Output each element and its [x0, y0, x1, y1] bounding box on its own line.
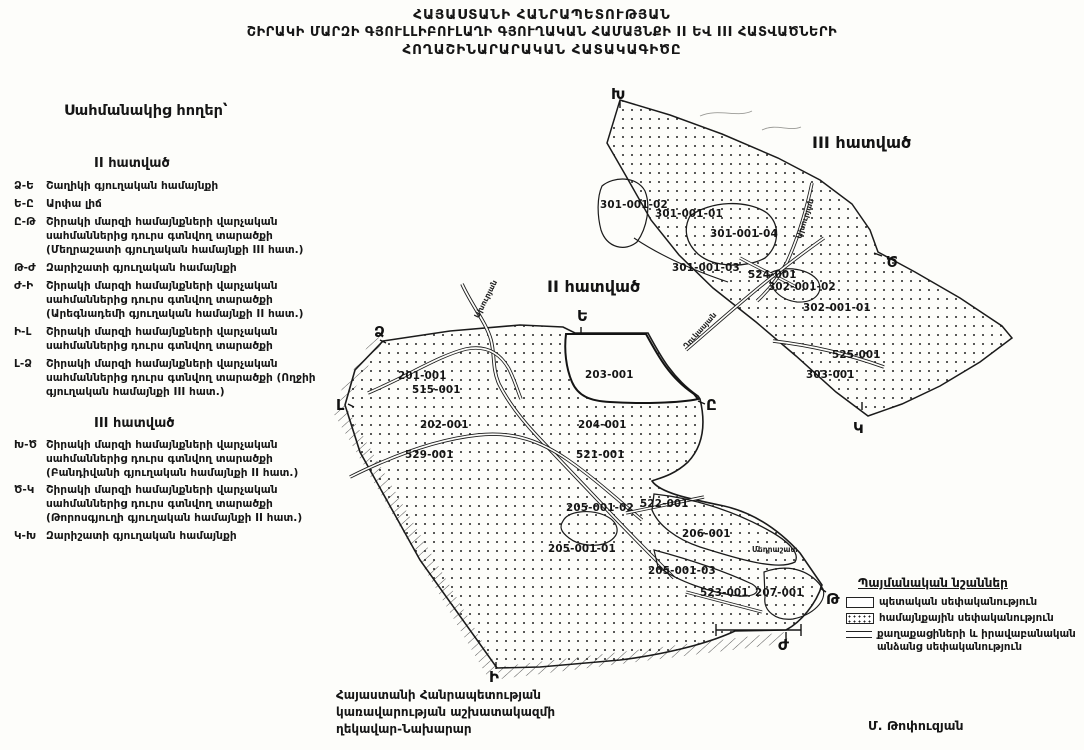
marker-letter: Ծ	[886, 253, 898, 271]
road-name-label: Ղուկասյան	[681, 310, 719, 351]
section-ii-subheading: II հատված	[94, 156, 170, 171]
river-name-label: Ախուրյան	[472, 278, 500, 320]
border-item-text: Շիրակի մարզի համայնքների վարչական սահմաններից դուրս գտնվող տարածքի (Ողջիի գյուղական համայնքի III հատ.)	[46, 357, 316, 398]
parcel-label: 301-001-04	[710, 228, 778, 240]
parcel-label: 525-001	[832, 349, 881, 361]
parcel-label: 301-001-03	[672, 262, 740, 274]
marker-letter: Ժ	[778, 636, 789, 654]
parcel-label: 302-001-02	[768, 281, 836, 293]
parcel-label: 203-001	[585, 369, 634, 381]
border-item-text: Զարիշատի գյուղական համայնքի	[46, 261, 237, 274]
parcel-label: 202-001	[420, 419, 469, 431]
parcel-label: 303-001	[806, 369, 855, 381]
parcel-label: 515-001	[412, 384, 461, 396]
border-item-code: Ե-Ը	[14, 197, 34, 210]
scan-noise	[700, 111, 801, 130]
border-item	[14, 530, 350, 544]
border-item	[14, 180, 350, 194]
symbol-item-text: քաղաքացիների և իրավաբանական անձանց սեփականություն	[877, 627, 1076, 653]
border-item	[14, 484, 350, 526]
parcel-label: 207-001	[755, 587, 804, 599]
symbols-heading: Պայմանական նշաններ	[858, 576, 1008, 590]
marker-letter: Ե	[577, 307, 588, 325]
border-item-text: Շիրակի մարզի համայնքների վարչական սահմաններից դուրս գտնվող տարածքի (Մեղրաշատի գյուղական համայնքի III հատ.)	[46, 215, 304, 256]
state-property-swatch-icon	[846, 597, 874, 608]
symbol-item-text: պետական սեփականություն	[879, 596, 1038, 608]
border-item	[14, 280, 350, 322]
title-line-1: ՀԱՅԱՍՏԱՆԻ ՀԱՆՐԱՊԵՏՈՒԹՅԱՆ	[413, 7, 671, 23]
parcel-label: 521-001	[576, 449, 625, 461]
marker-letter: Լ	[336, 396, 345, 414]
approval-line-1: Հայաստանի Հանրապետության	[336, 688, 541, 702]
parcel-label: 301-001-01	[655, 208, 723, 220]
parcel-label: 201-001	[398, 370, 447, 382]
parcel-label: 205-001-02	[566, 502, 634, 514]
parcel-label: 522-001	[640, 498, 689, 510]
parcel-label: 529-001	[405, 449, 454, 461]
marker-letter: Ի	[489, 668, 499, 686]
parcel-label: 205-001-01	[548, 543, 616, 555]
river-name-label: Ախուրյան	[794, 197, 816, 240]
title-line-2: ՇԻՐԱԿԻ ՄԱՐԶԻ ԳՅՈՒԼԼԻԲՈՒԼԱՂԻ ԳՅՈՒՂԱԿԱՆ ՀԱՄԱՅՆՔԻ II ԵՎ III ՀԱՏՎԱԾՆԵՐԻ	[246, 25, 838, 40]
border-item-code: Լ-Ձ	[14, 357, 33, 370]
border-item	[14, 326, 350, 354]
village-name-label: Մեղրաշատ	[752, 545, 798, 554]
border-item-code: Թ-Ժ	[14, 261, 36, 274]
parcel-label: 523-001	[700, 587, 749, 599]
border-item	[14, 216, 350, 258]
citizens-property-swatch-icon	[846, 631, 872, 638]
parcel-label: 302-001-01	[803, 302, 871, 314]
border-item-text: Շաղիկի գյուղական համայնքի	[46, 180, 219, 192]
community-property-swatch-icon	[846, 613, 874, 624]
title-line-3: ՀՈՂԱՇԻՆԱՐԱՐԱԿԱՆ ՀԱՏԱԿԱԳԻԾԸ	[402, 42, 682, 58]
bordering-lands-heading: Սահմանակից հողեր՝	[64, 103, 228, 119]
border-item-code: Կ-Խ	[14, 530, 37, 543]
symbol-item	[846, 628, 1080, 654]
border-item-text: Շիրակի մարզի համայնքների վարչական սահմաններից դուրս գտնվող տարածքի	[46, 325, 278, 352]
parcel-label: 206-001	[682, 528, 731, 540]
parcel-label: 301-001-02	[600, 199, 668, 211]
marker-letter: Ձ	[374, 323, 385, 341]
border-item-code: Ժ-Ի	[14, 279, 34, 292]
border-item-text: Շիրակի մարզի համայնքների վարչական սահմաններից դուրս գտնվող տարածքի (Արեգնադեմի գյուղական համայնքի II հատ.)	[46, 279, 304, 320]
section-ii-map	[334, 277, 840, 686]
parcel-label: 204-001	[578, 419, 627, 431]
approval-line-2: կառավարության աշխատակազմի	[336, 704, 556, 719]
sheet-title	[0, 7, 1084, 58]
border-item-code: Ձ-Ե	[14, 180, 34, 192]
border-item-code: Ի-Լ	[14, 325, 32, 338]
border-item	[14, 262, 350, 276]
section-iii-title: III հատված	[812, 133, 912, 152]
border-item-text: Արփա լիճ	[46, 197, 102, 210]
symbol-item-text: համայնքային սեփականություն	[879, 611, 1054, 624]
approval-line-3: ղեկավար-Նախարար	[336, 721, 472, 736]
marker-letter: Ը	[706, 396, 717, 414]
parcel-label: 524-001	[748, 269, 797, 281]
border-item-text: Զարիշատի գյուղական համայնքի	[46, 530, 237, 543]
border-item	[14, 358, 350, 400]
symbol-item	[846, 596, 1080, 609]
border-item-code: Ը-Թ	[14, 215, 36, 228]
bordering-lands-legend	[14, 103, 350, 548]
border-item-code: Ծ-Կ	[14, 484, 35, 497]
section-ii-title: II հատված	[547, 277, 641, 296]
border-item	[14, 198, 350, 212]
conventional-symbols-legend	[846, 576, 1080, 656]
border-item-text: Շիրակի մարզի համայնքների վարչական սահմաններից դուրս գտնվող տարածքի (Բանդիվանի գյուղական համայնքի II հատ.)	[46, 438, 299, 479]
marker-letter: Կ	[853, 419, 864, 437]
approval-block	[336, 687, 555, 737]
symbol-item	[846, 612, 1080, 625]
border-item-code: Խ-Ծ	[14, 438, 37, 451]
marker-letter: Թ	[826, 590, 840, 608]
signature-name: Մ. Թոփուզյան	[868, 718, 964, 733]
section-iii-subheading: III հատված	[94, 415, 175, 431]
border-item-text: Շիրակի մարզի համայնքների վարչական սահմաններից դուրս գտնվող տարածքի (Թորոսգյուղի գյուղական համայնքի II հատ.)	[46, 484, 303, 525]
border-item	[14, 439, 350, 481]
marker-letter: Խ	[611, 85, 626, 103]
parcel-label: 205-001-03	[648, 565, 716, 577]
